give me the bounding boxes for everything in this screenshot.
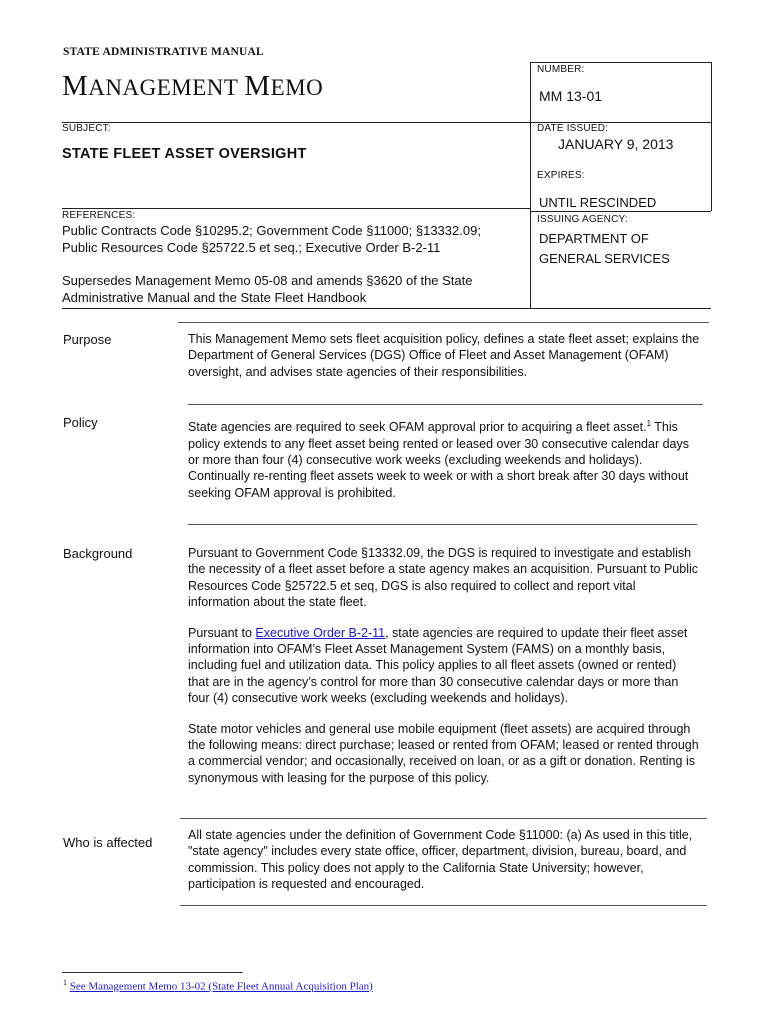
number-label: NUMBER: [537, 64, 585, 75]
background-para2 [188, 625, 700, 707]
title-m2: M [244, 70, 271, 102]
date-issued-value: JANUARY 9, 2013 [558, 136, 674, 152]
supersedes-text [62, 272, 522, 306]
affected-bottom-rule [180, 905, 707, 906]
policy-bottom-rule [188, 524, 697, 525]
purpose-text: This Management Memo sets fleet acquisition policy, defines a state fleet asset; explains the Department of General Services (DGS) Office of Fleet and Asset Management (OFAM) oversight, and advises state agencies of their responsibilities. [188, 332, 700, 379]
supersedes-line1: Supersedes Management Memo 05-08 and amends §3620 of the State [62, 273, 473, 288]
background-para3: State motor vehicles and general use mobile equipment (fleet assets) are acquired through the following means: direct purchase; leased or rented from OFAM; leased or rented through a commercial vendor; and occasionally, received on loan, or as a gift or donation. Renting is synonymous with leasing for the purpose of this policy. [188, 721, 699, 785]
policy-footnote-mark[interactable]: 1 [646, 419, 652, 428]
number-value: MM 13-01 [539, 88, 603, 104]
subject-value: STATE FLEET ASSET OVERSIGHT [62, 146, 307, 162]
subject-top-rule [62, 122, 711, 123]
header-divider-line [530, 122, 531, 308]
footnote-mark: 1 [63, 978, 67, 987]
subject-label: SUBJECT: [62, 123, 111, 134]
affected-text: All state agencies under the definition of Government Code §11000: (a) As used in this title, "state agency" includes every state office, officer, department, division, bureau, board, and commission. This policy does not apply to the California State University; however, participation is requested and encouraged. [188, 828, 693, 892]
issuing-agency-line1: DEPARTMENT OF [539, 231, 649, 246]
memo-title [62, 70, 323, 103]
purpose-top-rule [178, 322, 709, 323]
references-line2: Public Resources Code §25722.5 et seq.; Executive Order B-2-11 [62, 240, 441, 255]
policy-text-b: This policy extends to any fleet asset being rented or leased over 30 consecutive calendar days or more than four (4) consecutive work weeks (excluding weekends and holidays). Continually re-renting fleet assets week to week or with a short break after 30 days without seeking OFAM approval is prohibited. [188, 420, 690, 500]
title-rest-2: EMO [270, 75, 324, 100]
date-issued-label: DATE ISSUED: [537, 123, 609, 134]
purpose-bottom-rule [188, 404, 703, 405]
purpose-label: Purpose [63, 332, 112, 347]
background-label: Background [63, 546, 133, 561]
policy-text [188, 416, 700, 501]
supersedes-line2: Administrative Manual and the State Fleet Handbook [62, 290, 367, 305]
references-line1: Public Contracts Code §10295.2; Government Code §11000; §13332.09; [62, 223, 481, 238]
footnote-separator [62, 972, 243, 973]
title-rest-1: ANAGEMENT [88, 75, 245, 100]
affected-label: Who is affected [63, 835, 153, 850]
issuing-agency-line2: GENERAL SERVICES [539, 251, 670, 266]
executive-order-link[interactable]: Executive Order B-2-11 [255, 625, 386, 640]
policy-label: Policy [63, 415, 98, 430]
background-text [188, 545, 700, 786]
background-para2-rest: , state agencies are required to update their fleet asset information into OFAM’s Fleet Asset Management System (FAMS) on a monthly basis, including fuel and utilization data. This policy applies to all fleet assets (owned or rented) that are in the agency’s control for more than 30 consecutive calendar days or more than four (4) consecutive work weeks (excluding weekends and holidays). [188, 625, 688, 706]
info-box-left-border-upper [530, 62, 531, 122]
references-label: REFERENCES: [62, 210, 136, 221]
expires-value: UNTIL RESCINDED [539, 195, 657, 210]
footnote-link[interactable]: See Management Memo 13-02 (State Fleet Annual Acquisition Plan) [69, 980, 373, 993]
header-bottom-rule [62, 308, 711, 309]
manual-label: STATE ADMINISTRATIVE MANUAL [63, 46, 264, 58]
references-text [62, 222, 522, 256]
policy-text-a: State agencies are required to seek OFAM approval prior to acquiring a fleet asset. [188, 420, 647, 435]
references-top-rule [62, 208, 531, 209]
expires-label: EXPIRES: [537, 170, 585, 181]
footnote [63, 978, 373, 993]
title-m: M [62, 70, 89, 102]
background-bottom-rule [180, 818, 707, 819]
issuing-agency-label: ISSUING AGENCY: [537, 214, 628, 225]
background-para2-prefix: Pursuant to [188, 625, 256, 640]
expires-bottom-rule [530, 211, 711, 212]
background-para1: Pursuant to Government Code §13332.09, the DGS is required to investigate and establish the necessity of a fleet asset before a state agency makes an acquisition. Pursuant to Public Resources Code §25722.5 et seq, DGS is also required to collect and report vital information about the state fleet. [188, 546, 699, 610]
info-box-top-border [530, 62, 711, 63]
info-box-right-border [711, 62, 712, 211]
